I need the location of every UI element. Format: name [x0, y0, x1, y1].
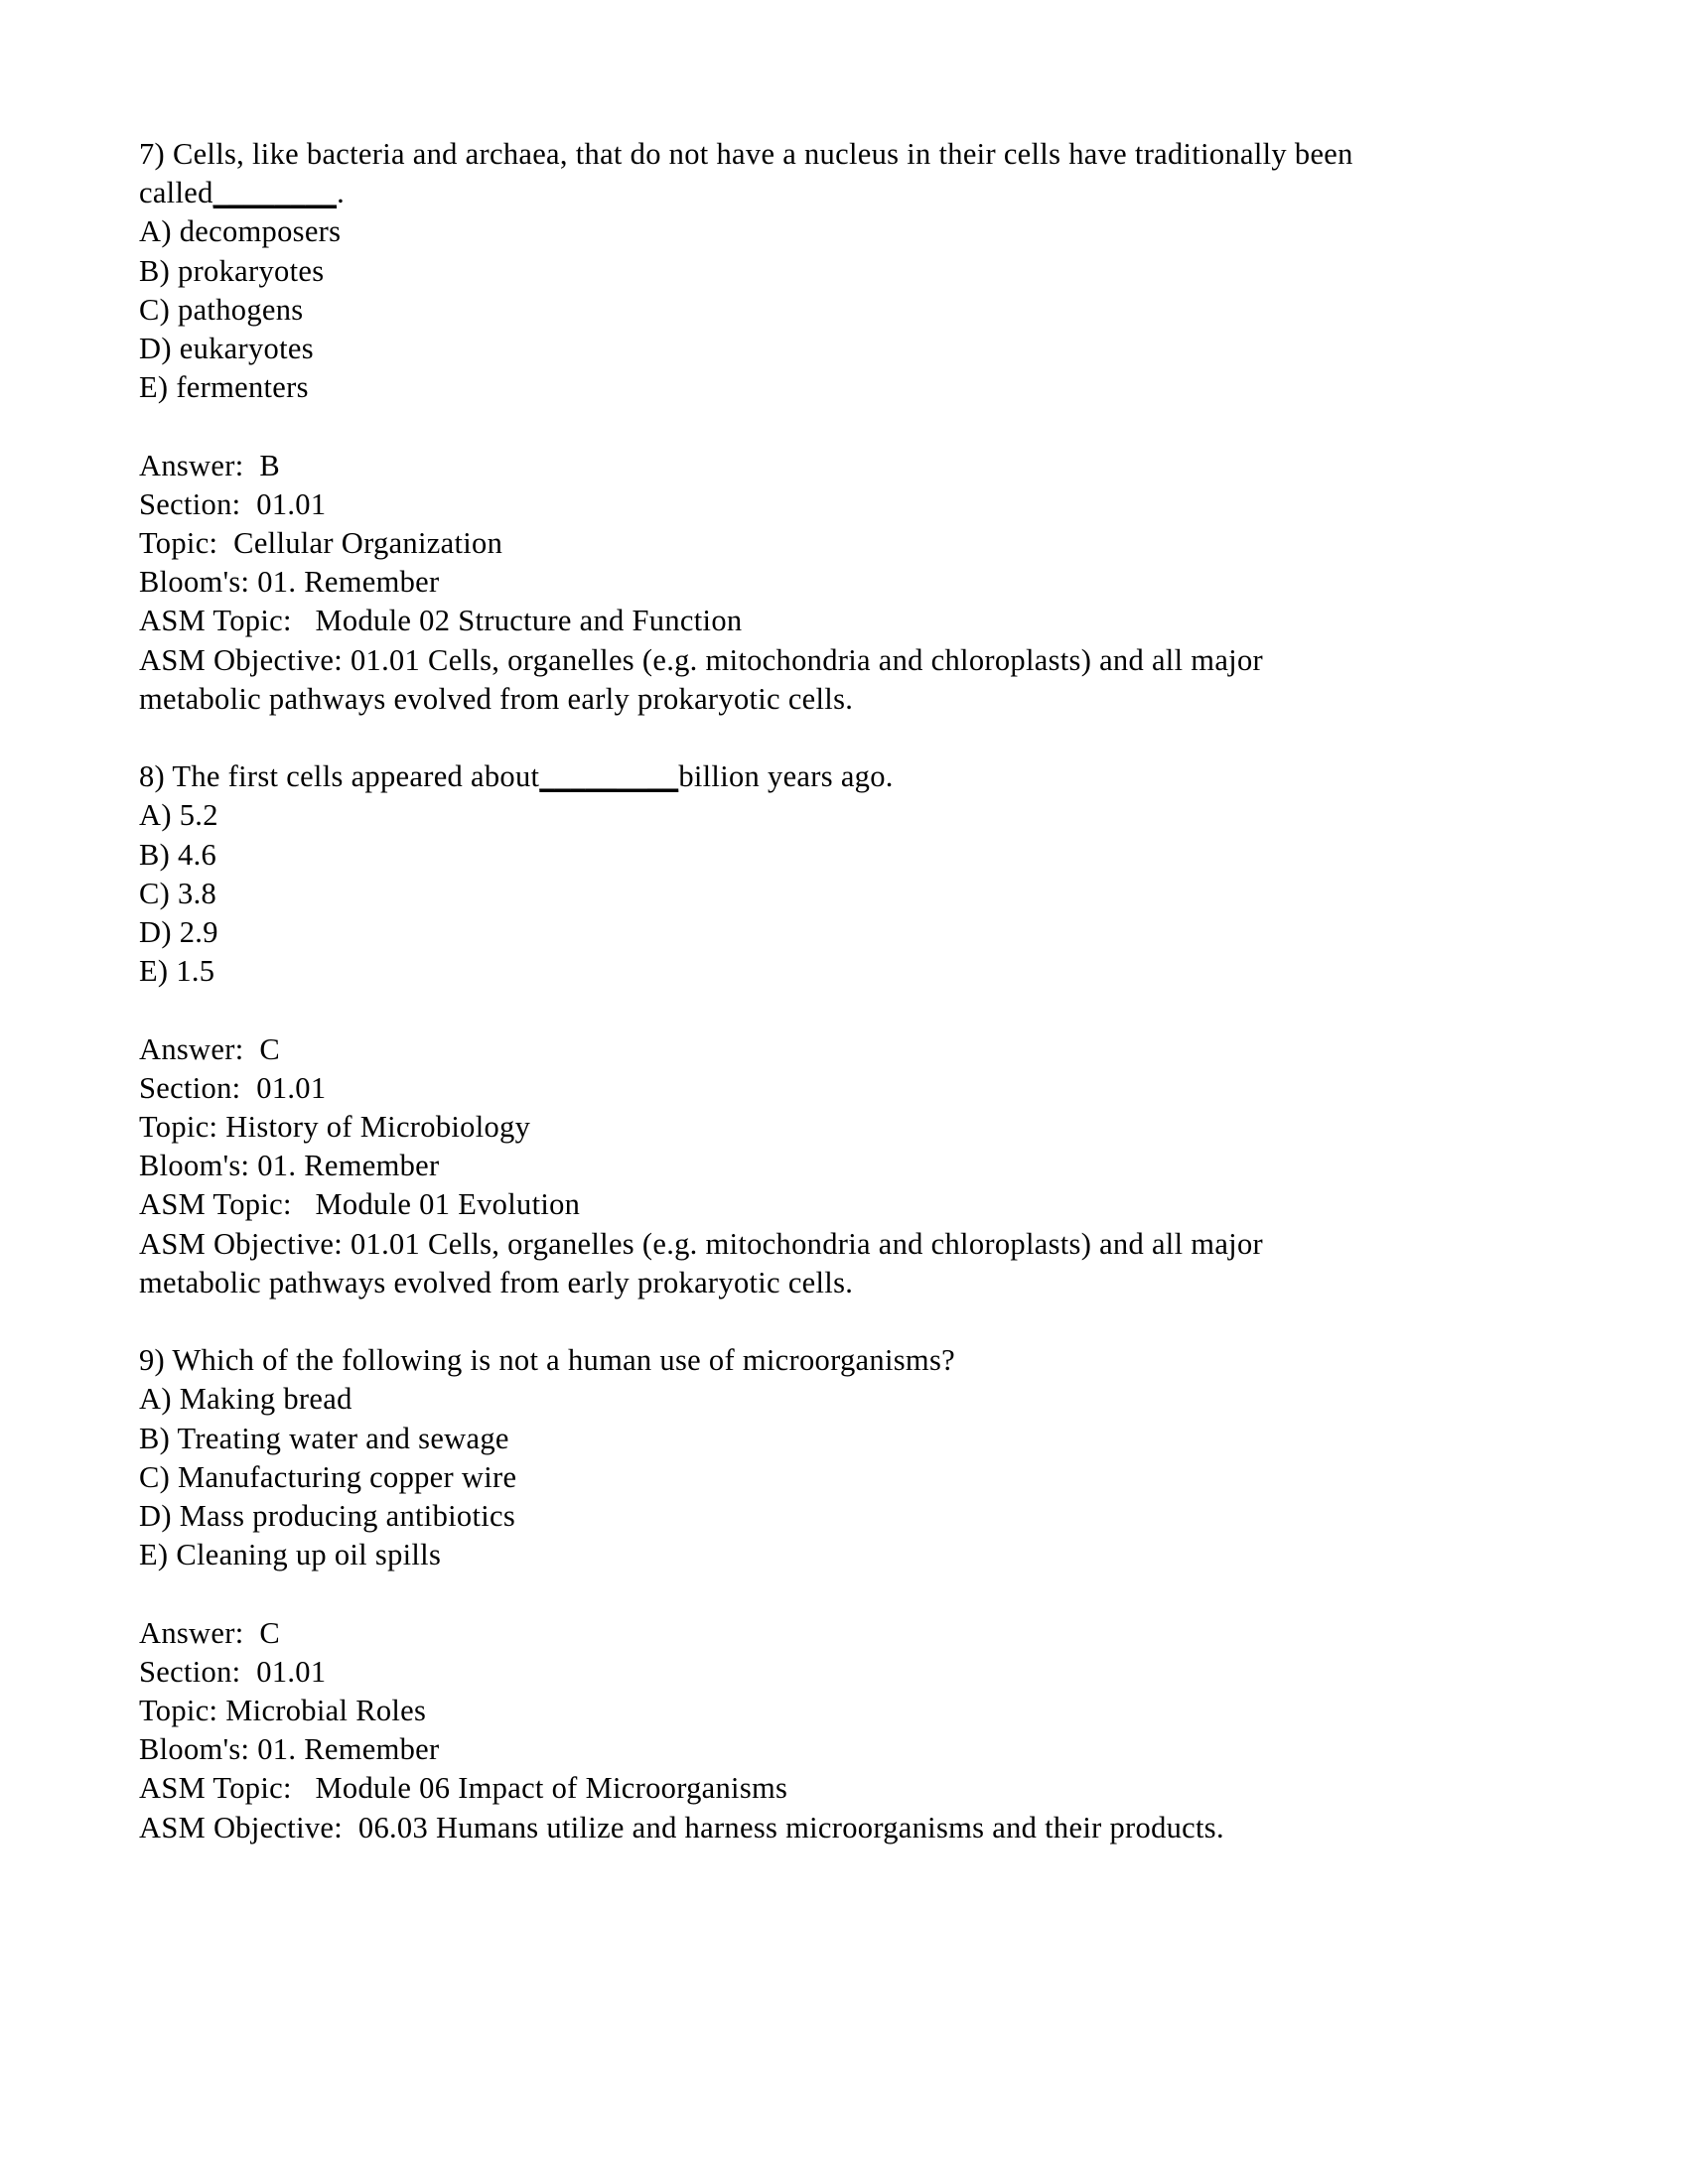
- question-stem-8: [139, 757, 1420, 796]
- question-block-9: [139, 1341, 1430, 1847]
- option-8-d: D) 2.9: [139, 915, 218, 950]
- section-line-8: Section: 01.01: [139, 1070, 327, 1105]
- asm-topic-line-9: ASM Topic: Module 06 Impact of Microorganisms: [139, 1771, 788, 1806]
- fill-in-blank-8: _________: [539, 759, 679, 794]
- asm-topic-line-8: ASM Topic: Module 01 Evolution: [139, 1187, 581, 1222]
- question-stem-8-prefix: 8) The first cells appeared about: [139, 759, 540, 794]
- option-8-a: A) 5.2: [139, 798, 218, 833]
- option-7-c: C) pathogens: [139, 292, 304, 327]
- option-9-e: E) Cleaning up oil spills: [139, 1538, 442, 1572]
- spacer: [139, 407, 1430, 446]
- option-8-b: B) 4.6: [139, 837, 217, 872]
- option-9-c: C) Manufacturing copper wire: [139, 1459, 517, 1494]
- blooms-line-9: Bloom's: 01. Remember: [139, 1732, 440, 1767]
- answer-line-7: Answer: B: [139, 448, 280, 482]
- asm-objective-line-8: [139, 1225, 1321, 1302]
- asm-objective-7-line-2: metabolic pathways evolved from early prokaryotic cells.: [139, 681, 854, 716]
- question-stem-7: [139, 135, 1420, 212]
- asm-topic-line-7: ASM Topic: Module 02 Structure and Function: [139, 604, 743, 638]
- section-line-7: Section: 01.01: [139, 486, 327, 521]
- section-line-9: Section: 01.01: [139, 1654, 327, 1689]
- blooms-line-8: Bloom's: 01. Remember: [139, 1149, 440, 1183]
- question-stem-7-line-1: 7) Cells, like bacteria and archaea, that do not have a nucleus in their cells have traditionally been: [139, 137, 1353, 171]
- question-stem-8-suffix: billion years ago.: [678, 759, 894, 794]
- option-7-b: B) prokaryotes: [139, 253, 325, 288]
- spacer: [139, 991, 1430, 1029]
- spacer: [139, 1302, 1430, 1341]
- question-stem-9: 9) Which of the following is not a human use of microorganisms?: [139, 1343, 955, 1378]
- option-7-e: E) fermenters: [139, 370, 309, 405]
- option-8-e: E) 1.5: [139, 954, 215, 989]
- document-body: [139, 135, 1430, 1847]
- question-stem-7-line-2-suffix: .: [337, 176, 346, 210]
- option-9-b: B) Treating water and sewage: [139, 1421, 509, 1455]
- topic-line-7: Topic: Cellular Organization: [139, 526, 503, 561]
- topic-line-9: Topic: Microbial Roles: [139, 1694, 427, 1728]
- option-7-d: D) eukaryotes: [139, 332, 314, 366]
- asm-objective-8-line-2: metabolic pathways evolved from early prokaryotic cells.: [139, 1265, 854, 1299]
- answer-line-9: Answer: C: [139, 1615, 280, 1650]
- question-stem-7-line-2-prefix: called: [139, 176, 213, 210]
- topic-line-8: Topic: History of Microbiology: [139, 1110, 531, 1145]
- option-9-d: D) Mass producing antibiotics: [139, 1499, 516, 1534]
- option-7-a: A) decomposers: [139, 214, 342, 249]
- asm-objective-line-7: [139, 641, 1321, 719]
- asm-objective-line-9: ASM Objective: 06.03 Humans utilize and harness microorganisms and their products.: [139, 1810, 1224, 1844]
- answer-line-8: Answer: C: [139, 1031, 280, 1066]
- question-block-8: [139, 757, 1430, 1341]
- question-block-7: [139, 135, 1430, 757]
- fill-in-blank-7: ________: [212, 176, 338, 210]
- spacer: [139, 719, 1430, 757]
- asm-objective-7-line-1: ASM Objective: 01.01 Cells, organelles (e.g. mitochondria and chloroplasts) and all major: [139, 642, 1263, 677]
- asm-objective-8-line-1: ASM Objective: 01.01 Cells, organelles (e.g. mitochondria and chloroplasts) and all major: [139, 1226, 1263, 1261]
- spacer: [139, 1574, 1430, 1613]
- option-8-c: C) 3.8: [139, 876, 217, 910]
- option-9-a: A) Making bread: [139, 1382, 352, 1417]
- blooms-line-7: Bloom's: 01. Remember: [139, 565, 440, 600]
